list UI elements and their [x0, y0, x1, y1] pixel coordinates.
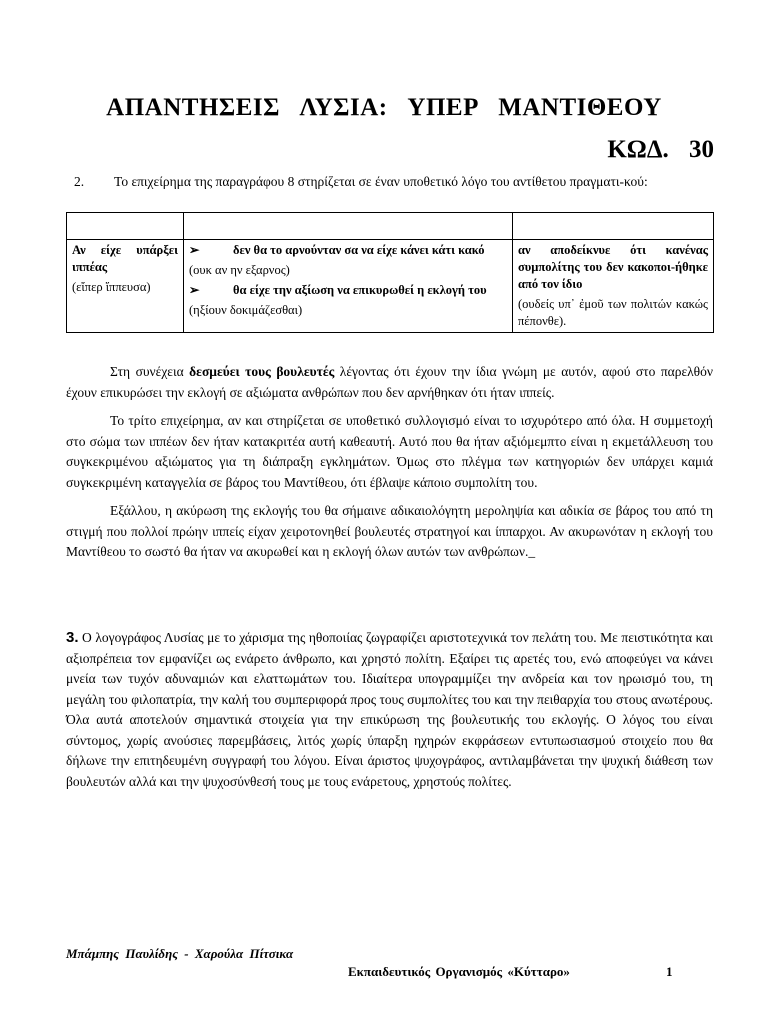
table-cell-condition: [67, 240, 184, 333]
condition-text: Αν είχε υπάρξει ιππέας: [72, 243, 178, 274]
page-title: ΑΠΑΝΤΗΣΕΙΣ ΛΥΣΙΑ: ΥΠΕΡ ΜΑΝΤΙΘΕΟΥ: [106, 94, 662, 121]
bullet-gloss: (ουκ αν ην εξαρνος): [189, 263, 290, 277]
section-2-body: [66, 362, 713, 571]
comparison-table: [66, 212, 714, 333]
bullet-text: δεν θα το αρνούνταν σα να είχε κάνει κάτι κακό: [233, 243, 485, 257]
table-cell: [513, 213, 714, 240]
footer-authors: Μπάμπης Παυλίδης - Χαρούλα Πίτσικα: [66, 946, 294, 961]
proof-text: αν αποδείκνυε ότι κανένας συμπολίτης του δεν κακοποι-ήθηκε από τον ίδιο: [518, 243, 708, 291]
bullet-item: [189, 242, 507, 259]
proof-gloss: (ουδείς υπ᾽ ἐμοῦ των πολιτών κακώς πέπονθε).: [518, 297, 708, 328]
emphasis-text: δεσμεύει τους βουλευτές: [189, 364, 335, 379]
paragraph: [66, 362, 713, 403]
footer-organization: Εκπαιδευτικός Οργανισμός «Κύτταρο»: [348, 964, 570, 979]
paragraph: [66, 628, 713, 792]
table-cell: [184, 213, 513, 240]
question-2-text: Το επιχείρημα της παραγράφου 8 στηρίζεται σε έναν υποθετικό λόγο του αντίθετου πραγματι-κού:: [114, 174, 648, 189]
table-header-row: [67, 213, 714, 240]
paragraph: Το τρίτο επιχείρημα, αν και στηρίζεται σε υποθετικό συλλογισμό είναι το ισχυρότερο από όλα. Η συμμετοχή στο σώμα των ιππέων δεν ήταν κατακριτέα αυτή καθεαυτή. Αυτό που θα ήταν αξιόμεμπτο είναι η εκμετάλλευση του συγκεκριμένου αξιώματος για τη διάπραξη εγκλημάτων. Όμως στο πλέγμα των κατηγοριών δεν υπάρχει καμιά συγκεκριμένη καταγγελία σε βάρος του Μαντίθεου, ότι έβλαψε κάποιο συμπολίτη του.: [66, 413, 713, 490]
bullet-text: θα είχε την αξίωση να επικυρωθεί η εκλογή του: [233, 283, 487, 297]
table-cell: [67, 213, 184, 240]
question-number: 2.: [74, 174, 85, 189]
paragraph-text: Στη συνέχεια: [110, 364, 190, 379]
paragraph: Εξάλλου, η ακύρωση της εκλογής του θα σήμαινε αδικαιολόγητη μεροληψία και αδικία σε βάρος του από τη στιγμή που πολλοί πρώην ιππείς είχαν χειροτονηθεί βουλευτές στρατηγοί και ίππαρχοι. Αν ακυρωνόταν η εκλογή του Μαντίθεου το σωστό θα ήταν να ακυρωθεί και η εκλογή όλων αυτών των ανθρώπων._: [66, 503, 713, 559]
exercise-code: ΚΩΔ. 30: [607, 136, 714, 163]
table-cell-consequences: [184, 240, 513, 333]
table-cell-proof: [513, 240, 714, 333]
section-3-body: [66, 628, 713, 792]
bullet-item: [189, 282, 507, 299]
arrow-bullet-icon: ➢: [189, 243, 200, 257]
paragraph-text: Ο λογογράφος Λυσίας με το χάρισμα της ηθοποιίας ζωγραφίζει αριστοτεχνικά τον πελάτη του. Με πειστικότητα και αξιοπρέπεια τον εμφανίζει ως ενάρετο άνθρωπο, και χρηστό πολίτη. Εξαίρει τις αρετές του, ενώ αποφεύγει να κάνει μνεία των τυχόν αδυναμιών και ελαττωμάτων του. Ιδιαίτερα υπογραμμίζει την ανδρεία και τον ηρωισμό του, τη μεγάλη του φιλοπατρία, την καλή του συμπεριφορά προς τους συμπολίτες του και την πειθαρχία του στους ανωτέρους. Όλα αυτά αποτελούν σημαντικά στοιχεία για την επικύρωση της βουλευτικής του εκλογής. Ο λόγος του είναι σύντομος, χωρίς ανούσιες παρεμβάσεις, λιτός χωρίς ύπαρξη ηχηρών εκφράσεων εντυπωσιασμού στοιχείο που θα δήλωνε την επιτηδευμένη συγγραφή του λόγου. Είναι άριστος ψυχογράφος, αντιλαμβάνεται την ψυχική διάθεση των βουλευτών αλλά και την ψυχοσύνθεσή τους με τους ενάρετους, χρηστούς πολίτες.: [66, 630, 713, 789]
paragraph-text: λέγοντας ότι έχουν την ίδια γνώμη με αυτόν, αφού στο παρελθόν έχουν επικυρώσει την εκλογή σε αξιώματα ανθρώπων που δεν αρνήθηκαν ότι ήταν ιππείς.: [66, 364, 713, 400]
table-row: [67, 240, 714, 333]
condition-gloss: (εἴπερ ἵππευσα): [72, 280, 151, 294]
bullet-gloss: (ηξίουν δοκιμάζεσθαι): [189, 303, 303, 317]
page-number: 1: [666, 964, 673, 979]
question-2-intro: [66, 172, 713, 192]
question-number: 3.: [66, 629, 79, 646]
arrow-bullet-icon: ➢: [189, 283, 200, 297]
